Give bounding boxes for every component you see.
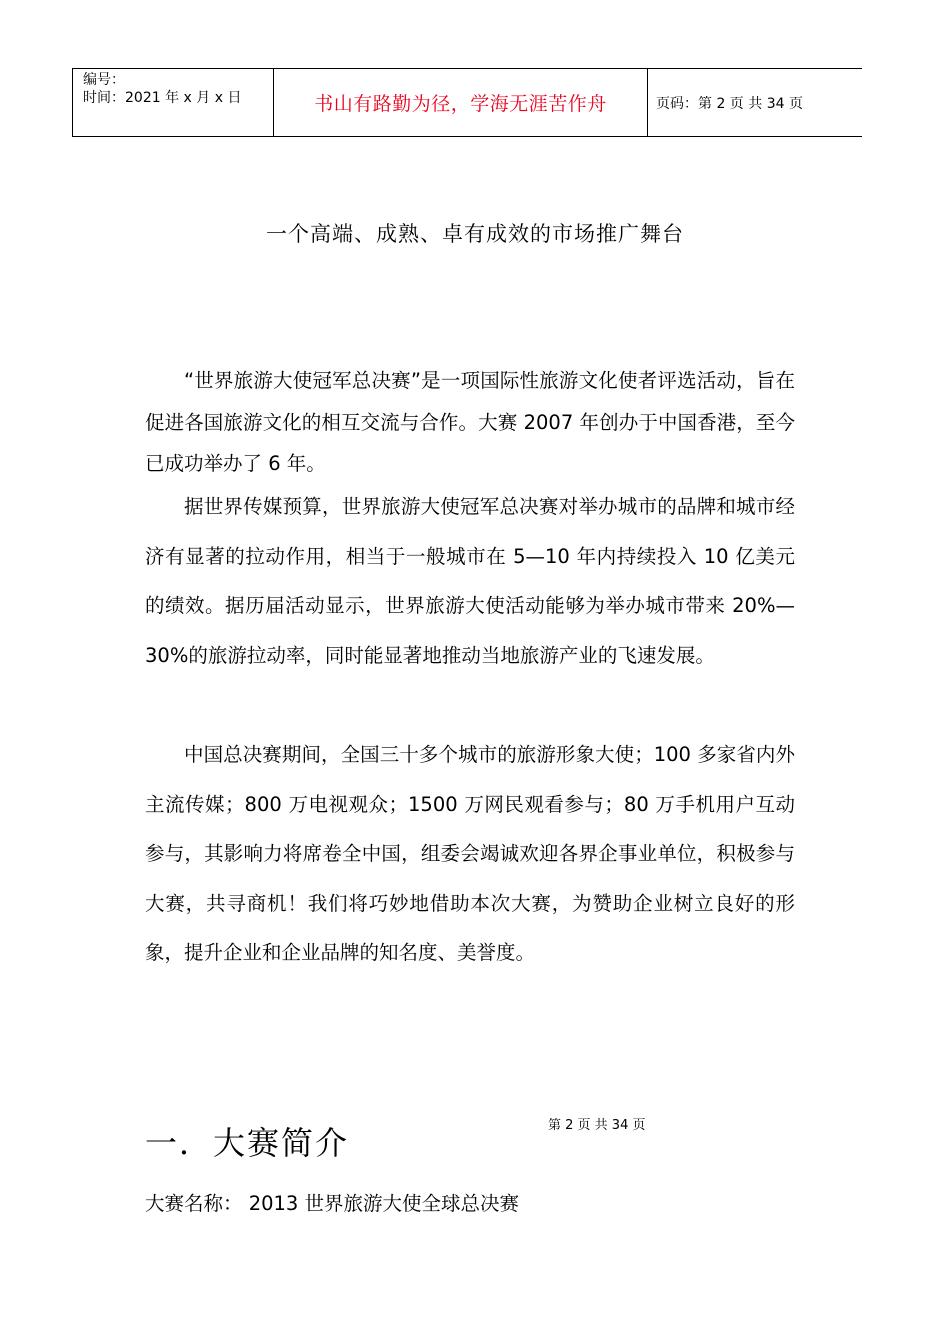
section-heading: 一．大赛简介 — [145, 1124, 350, 1162]
paragraph-1-text: “世界旅游大使冠军总决赛”是一项国际性旅游文化使者评选活动，旨在促进各国旅游文化的相互交流与合作。大赛 2007 年创办于中国香港，至今已成功举办了 6 年。 — [145, 369, 795, 475]
paragraph-3 — [145, 730, 795, 978]
document-number-label: 编号： — [83, 72, 125, 88]
document-time-label: 时间：2021 年 x 月 x 日 — [83, 90, 242, 106]
header-motto: 书山有路勤为径，学海无涯苦作舟 — [314, 93, 607, 115]
paragraph-3-text: 中国总决赛期间，全国三十多个城市的旅游形象大使；100 多家省内外主流传媒；800 万电视观众；1500 万网民观看参与；80 万手机用户互动参与，其影响力将席卷全中国，组委会竭诚欢迎各界企事业单位，积极参与大赛，共寻商机！我们将巧妙地借助本次大赛，为赞助企业树立良好的形象，提升企业和企业品牌的知名度、美誉度。 — [145, 743, 795, 964]
header-meta-cell — [72, 69, 274, 136]
header-page-cell — [648, 69, 862, 136]
header-motto-cell — [274, 69, 648, 136]
paragraph-2-text: 据世界传媒预算，世界旅游大使冠军总决赛对举办城市的品牌和城市经济有显著的拉动作用，相当于一般城市在 5—10 年内持续投入 10 亿美元的绩效。据历届活动显示，世界旅游大使活动能够为举办城市带来 20%—30%的旅游拉动率，同时能显著地推动当地旅游产业的飞速发展。 — [145, 495, 795, 667]
contest-name-line: 大赛名称： 2013 世界旅游大使全球总决赛 — [145, 1192, 520, 1215]
footer-page-number: 第 2 页 共 34 页 — [548, 1118, 646, 1133]
paragraph-1 — [145, 360, 795, 485]
header-page-info: 页码：第 2 页 共 34 页 — [656, 95, 803, 112]
page-title: 一个高端、成熟、卓有成效的市场推广舞台 — [266, 222, 684, 246]
paragraph-2 — [145, 482, 795, 680]
document-header-table — [72, 68, 862, 137]
